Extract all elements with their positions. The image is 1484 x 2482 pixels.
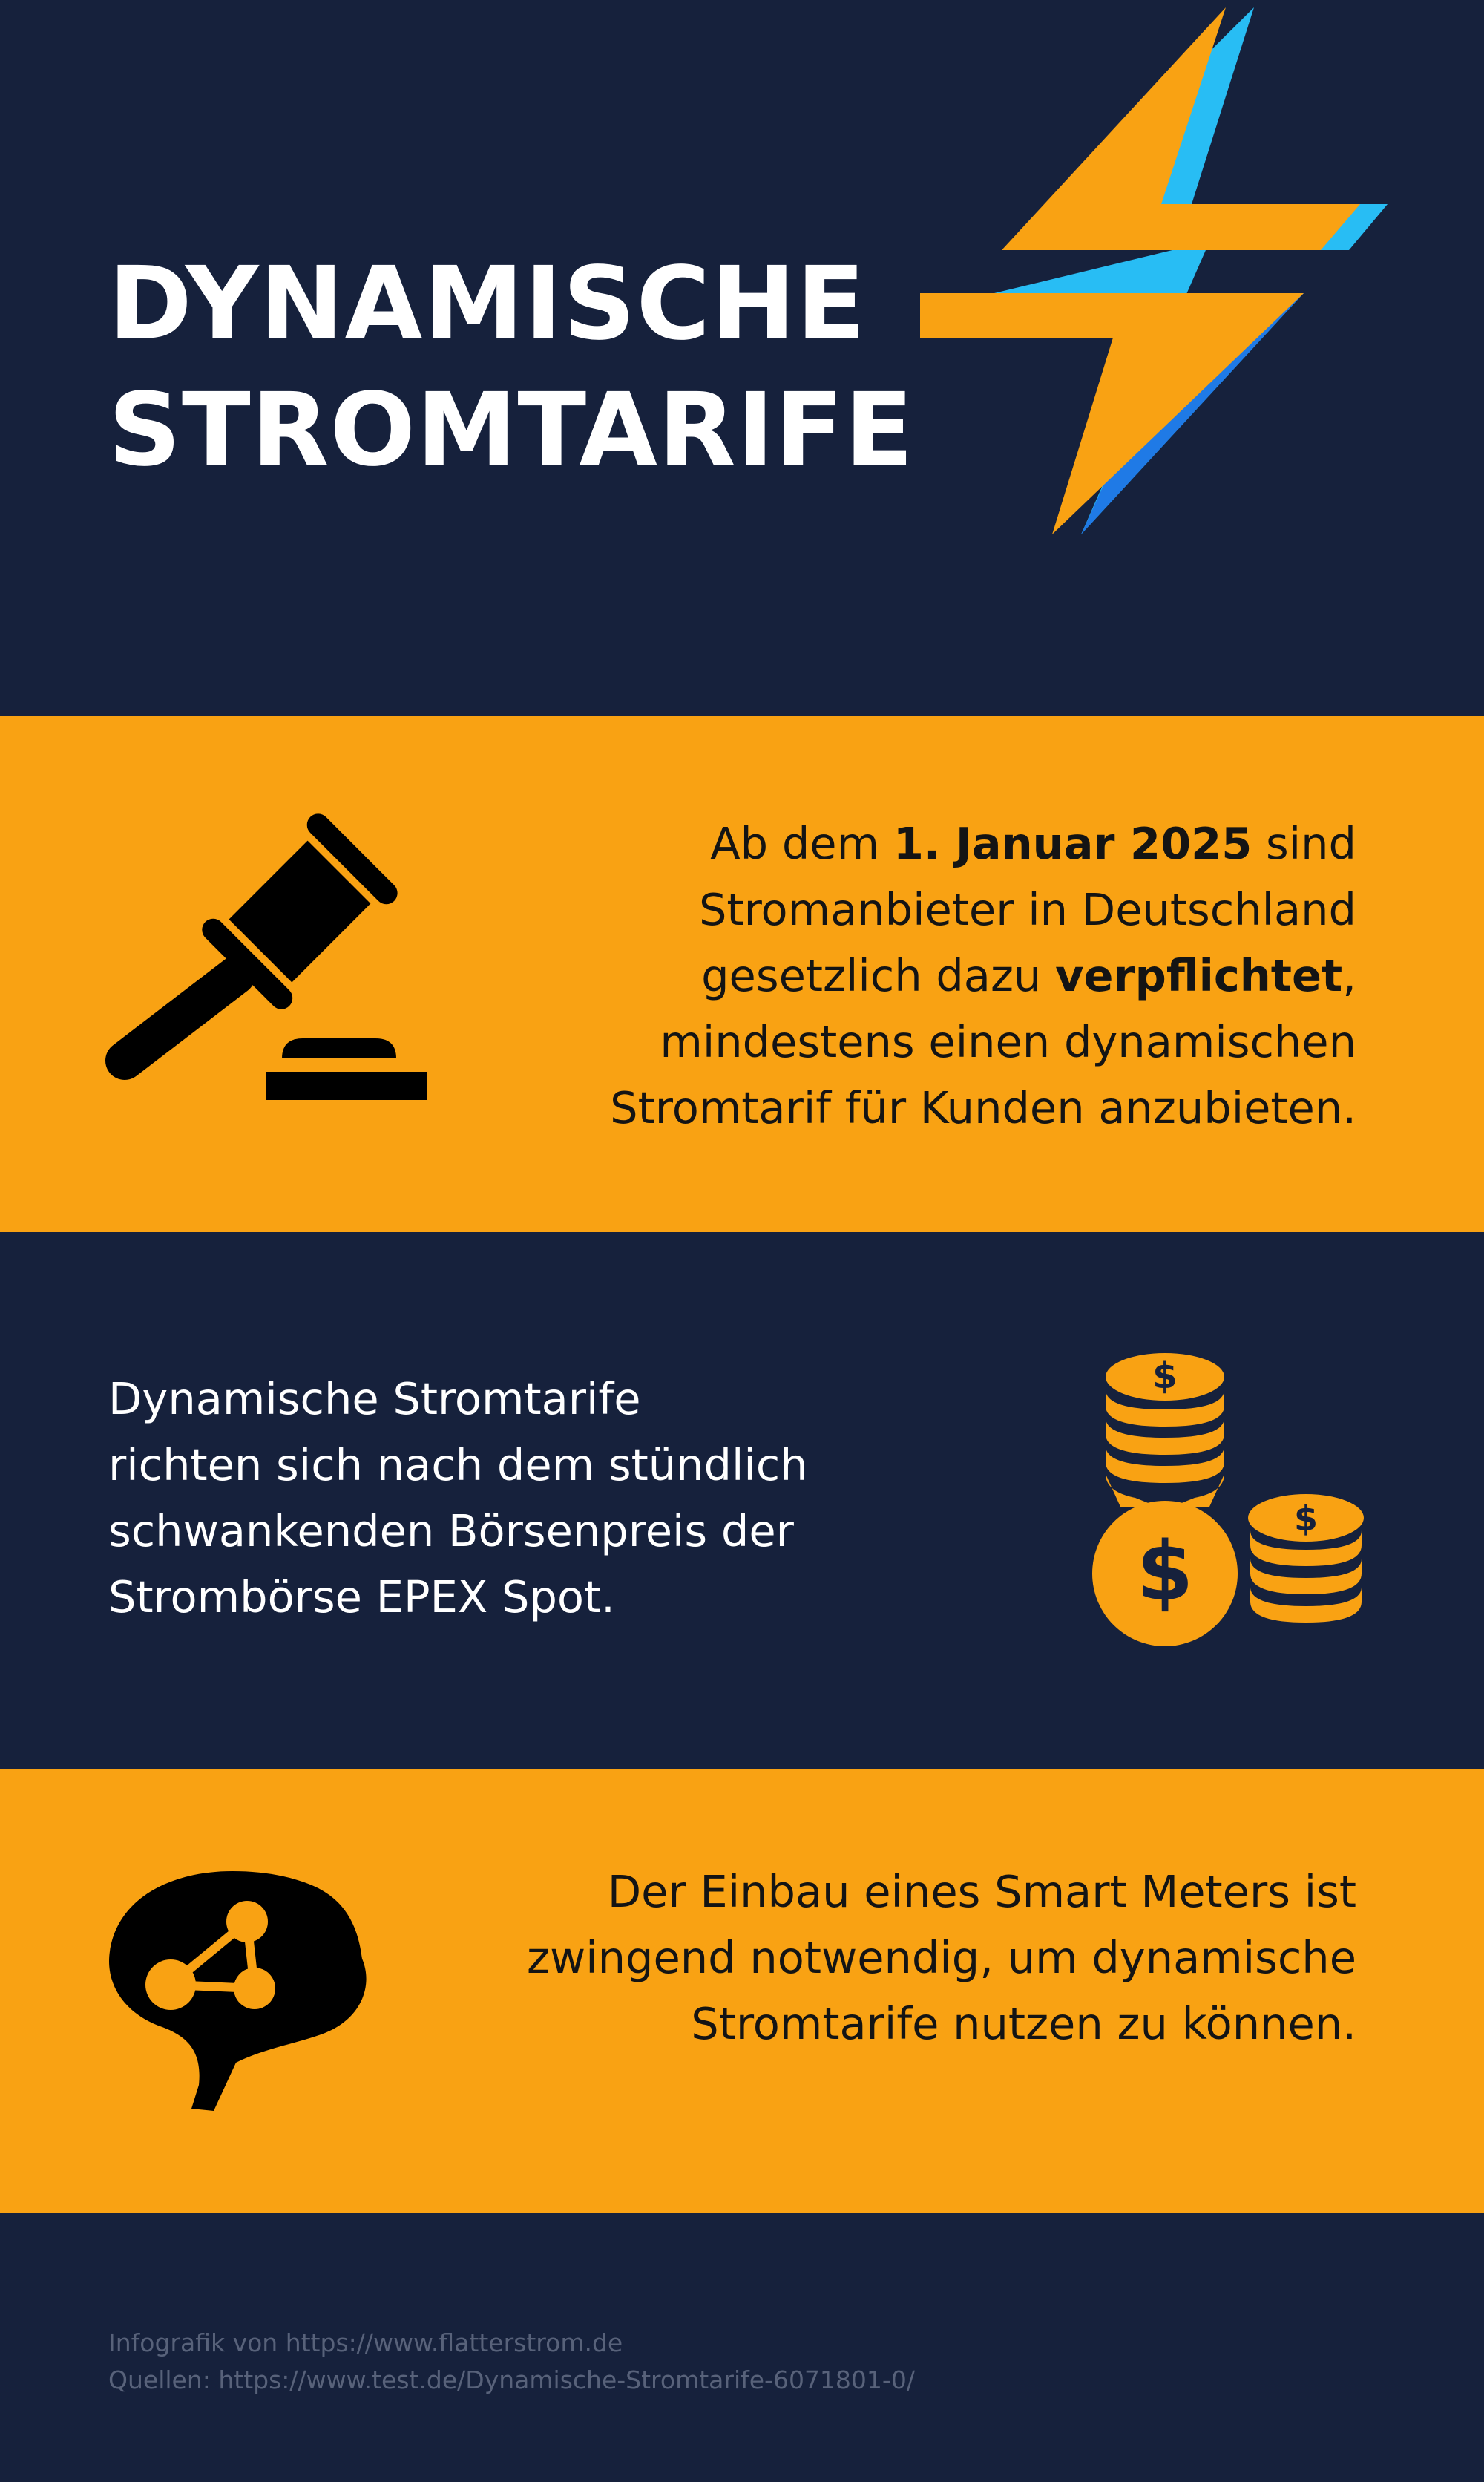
price-line-2: richten sich nach dem stündlich (108, 1439, 808, 1490)
meter-section (0, 1769, 1484, 2213)
coins-icon (1091, 1351, 1373, 1648)
gavel-handle (125, 975, 236, 1061)
price-section (0, 1232, 1484, 1769)
gavel-icon (102, 797, 429, 1124)
law-text-4: Stromanbieter in Deutschland (698, 884, 1356, 935)
big-coin-dollar: $ (1136, 1524, 1194, 1619)
gavel-block-top (282, 1038, 396, 1058)
law-date: 1. Januar 2025 (893, 818, 1252, 869)
law-text (610, 811, 1356, 1141)
law-text-1: Ab dem (710, 818, 893, 869)
meter-line-1: Der Einbau eines Smart Meters ist (607, 1866, 1356, 1917)
title-line-1: DYNAMISCHE (108, 246, 866, 363)
page-title (108, 241, 914, 494)
brain-network-icon (102, 1862, 377, 2115)
law-text-9: Stromtarif für Kunden anzubieten. (610, 1082, 1356, 1133)
price-line-4: Strombörse EPEX Spot. (108, 1571, 615, 1623)
law-text-3: sind (1252, 818, 1356, 869)
footer-sources: Quellen: https://www.test.de/Dynamische-Stromtarife-6071801-0/ (108, 2365, 915, 2394)
price-line-3: schwankenden Börsenpreis der (108, 1505, 794, 1556)
meter-line-2: zwingend notwendig, um dynamische (526, 1932, 1356, 1983)
title-line-2: STROMTARIFE (108, 372, 914, 489)
lightning-bolt-icon (913, 0, 1395, 542)
meter-text (527, 1859, 1356, 2057)
meter-line-3: Stromtarife nutzen zu können. (691, 1998, 1356, 2049)
price-line-1: Dynamische Stromtarife (108, 1373, 641, 1424)
law-text-7: , (1342, 950, 1356, 1001)
footer-credit: Infografik von https://www.flatterstrom.de (108, 2328, 623, 2357)
coin-right-dollar: $ (1293, 1499, 1319, 1539)
footer-section (0, 2213, 1484, 2482)
law-text-5: gesetzlich dazu (701, 950, 1056, 1001)
bolt-main-top (1002, 7, 1360, 250)
price-text (108, 1366, 808, 1630)
gavel-block-base (266, 1072, 427, 1100)
coin-top-dollar: $ (1152, 1355, 1178, 1397)
header-section (0, 0, 1484, 716)
law-obligation: verpflichtet (1055, 950, 1343, 1001)
law-text-8: mindestens einen dynamischen (660, 1016, 1356, 1067)
law-section (0, 716, 1484, 1232)
